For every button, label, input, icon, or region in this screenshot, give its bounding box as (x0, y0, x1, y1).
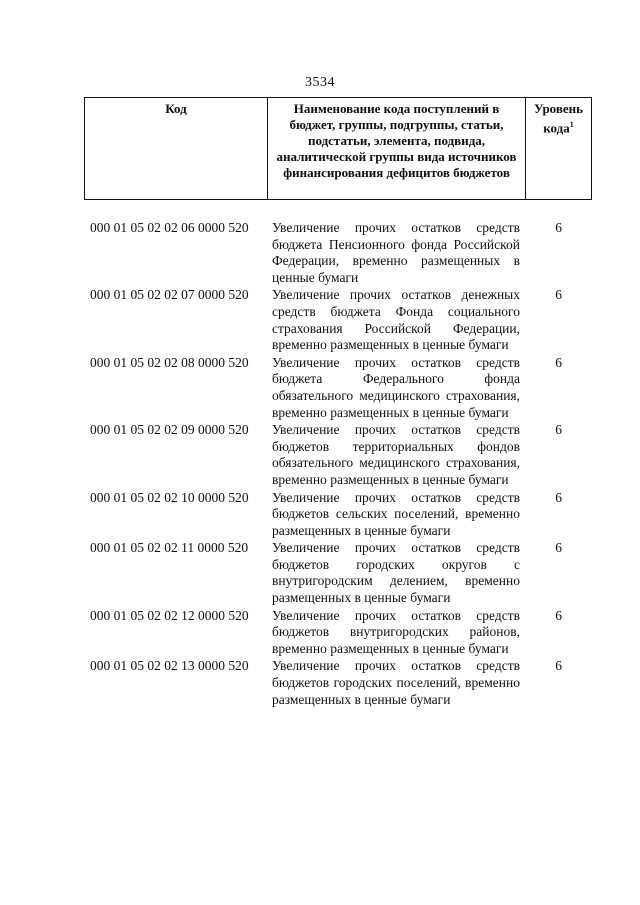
table-row (90, 355, 580, 421)
table-row (90, 608, 580, 658)
row-name: Увеличение прочих остатков денежных средств бюджета Фонда социального страхования Российской Федерации, временно размещенных в ценные бумаги (272, 287, 520, 353)
row-name: Увеличение прочих остатков средств бюджетов территориальных фондов обязательного медицинского страхования, временно размещенных в ценные бумаги (272, 422, 520, 487)
row-code: 000 01 05 02 02 13 0000 520 (90, 658, 249, 674)
table-row (90, 287, 580, 353)
row-name: Увеличение прочих остатков средств бюджетов городских поселений, временно размещенных в ценные бумаги (272, 658, 520, 707)
header-level-footnote: 1 (569, 120, 574, 129)
table-row (90, 220, 580, 286)
row-code: 000 01 05 02 02 09 0000 520 (90, 422, 249, 438)
table-header (84, 97, 592, 200)
row-level: 6 (555, 540, 562, 556)
row-code: 000 01 05 02 02 06 0000 520 (90, 220, 249, 235)
table-row (90, 422, 580, 488)
header-level (525, 98, 591, 199)
row-name: Увеличение прочих остатков средств бюджетов сельских поселений, временно размещенных в ценные бумаги (272, 489, 520, 538)
page-number: 3534 (305, 75, 335, 90)
row-level: 6 (555, 422, 562, 438)
row-name: Увеличение прочих остатков средств бюджетов городских округов с внутригородским делением, временно размещенных в ценные бумаги (272, 540, 520, 606)
row-level: 6 (555, 354, 562, 370)
row-code: 000 01 05 02 02 12 0000 520 (90, 607, 249, 623)
row-code: 000 01 05 02 02 10 0000 520 (90, 489, 249, 505)
row-level: 6 (555, 287, 562, 303)
row-level: 6 (555, 220, 562, 235)
row-code: 000 01 05 02 02 11 0000 520 (90, 540, 249, 556)
table-row (90, 490, 580, 540)
table-row (90, 540, 580, 606)
row-level: 6 (555, 489, 562, 505)
row-name: Увеличение прочих остатков средств бюджетов внутригородских районов, временно размещенных в ценные бумаги (272, 607, 520, 656)
row-level: 6 (555, 607, 562, 623)
row-level: 6 (555, 658, 562, 674)
header-level-label: Уровень кода (533, 101, 584, 136)
row-name: Увеличение прочих остатков средств бюджета Пенсионного фонда Российской Федерации, временно размещенных в ценные бумаги (272, 220, 520, 285)
header-code: Код (165, 101, 187, 116)
table-row (90, 658, 580, 708)
row-code: 000 01 05 02 02 08 0000 520 (90, 354, 249, 370)
row-name: Увеличение прочих остатков средств бюджета Федерального фонда обязательного медицинского страхования, временно размещенных в ценные бумаги (272, 354, 520, 420)
header-name: Наименование кода поступлений в бюджет, группы, подгруппы, статьи, подстатьи, элемента, подвида, аналитической группы вида источников финансирования дефицитов бюджетов (267, 98, 525, 199)
row-code: 000 01 05 02 02 07 0000 520 (90, 287, 249, 303)
table-body (90, 220, 580, 709)
